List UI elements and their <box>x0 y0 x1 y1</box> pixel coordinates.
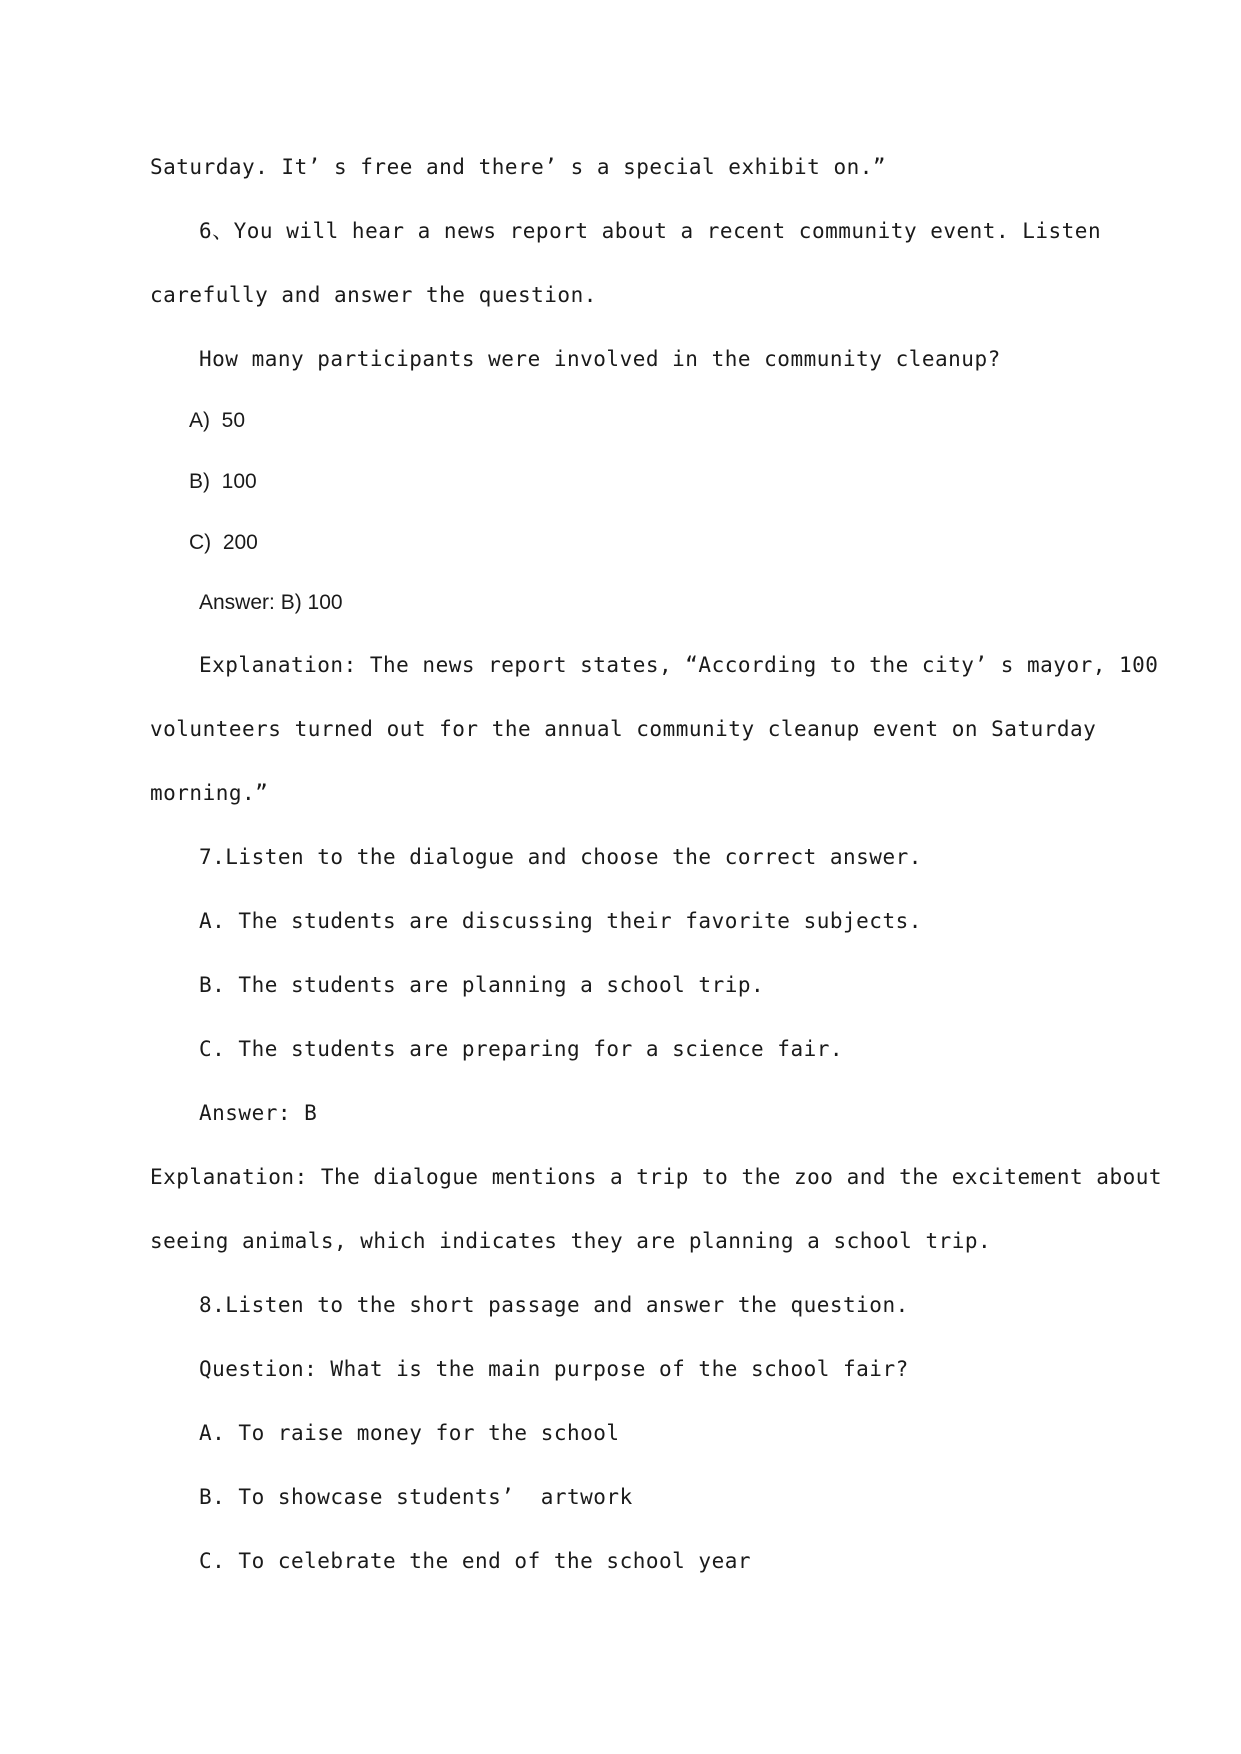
question-6-option-c: C) 200 <box>189 531 258 554</box>
question-7-option-b: B. The students are planning a school trip. <box>199 973 765 997</box>
text-line-q5-tail: Saturday. It’ s free and there’ s a special exhibit on.” <box>150 155 887 179</box>
question-7-prompt: 7.Listen to the dialogue and choose the correct answer. <box>199 845 922 869</box>
question-6-prompt: 6、You will hear a news report about a recent community event. Listen <box>199 219 1102 243</box>
question-7-option-a: A. The students are discussing their favorite subjects. <box>199 909 922 933</box>
question-6-option-a: A) 50 <box>189 409 246 432</box>
question-6-prompt-cont: carefully and answer the question. <box>150 283 597 307</box>
question-6-explanation-end: morning.” <box>150 781 269 805</box>
question-6-stem: How many participants were involved in the community cleanup? <box>199 347 1001 371</box>
question-7-answer: Answer: B <box>199 1101 318 1125</box>
question-8-prompt: 8.Listen to the short passage and answer the question. <box>199 1293 909 1317</box>
question-6-option-b: B) 100 <box>189 470 257 493</box>
question-8-option-a: A. To raise money for the school <box>199 1421 620 1445</box>
question-7-explanation-cont: seeing animals, which indicates they are planning a school trip. <box>150 1229 992 1253</box>
question-7-explanation: Explanation: The dialogue mentions a trip to the zoo and the excitement about <box>150 1165 1163 1189</box>
question-8-option-c: C. To celebrate the end of the school year <box>199 1549 752 1573</box>
question-8-option-b: B. To showcase students’ artwork <box>199 1485 633 1509</box>
question-6-explanation-cont: volunteers turned out for the annual community cleanup event on Saturday <box>150 717 1097 741</box>
question-7-option-c: C. The students are preparing for a science fair. <box>199 1037 844 1061</box>
question-8-stem: Question: What is the main purpose of the school fair? <box>199 1357 909 1381</box>
question-6-explanation: Explanation: The news report states, “According to the city’ s mayor, 100 <box>199 653 1159 677</box>
question-6-answer: Answer: B) 100 <box>199 591 343 614</box>
